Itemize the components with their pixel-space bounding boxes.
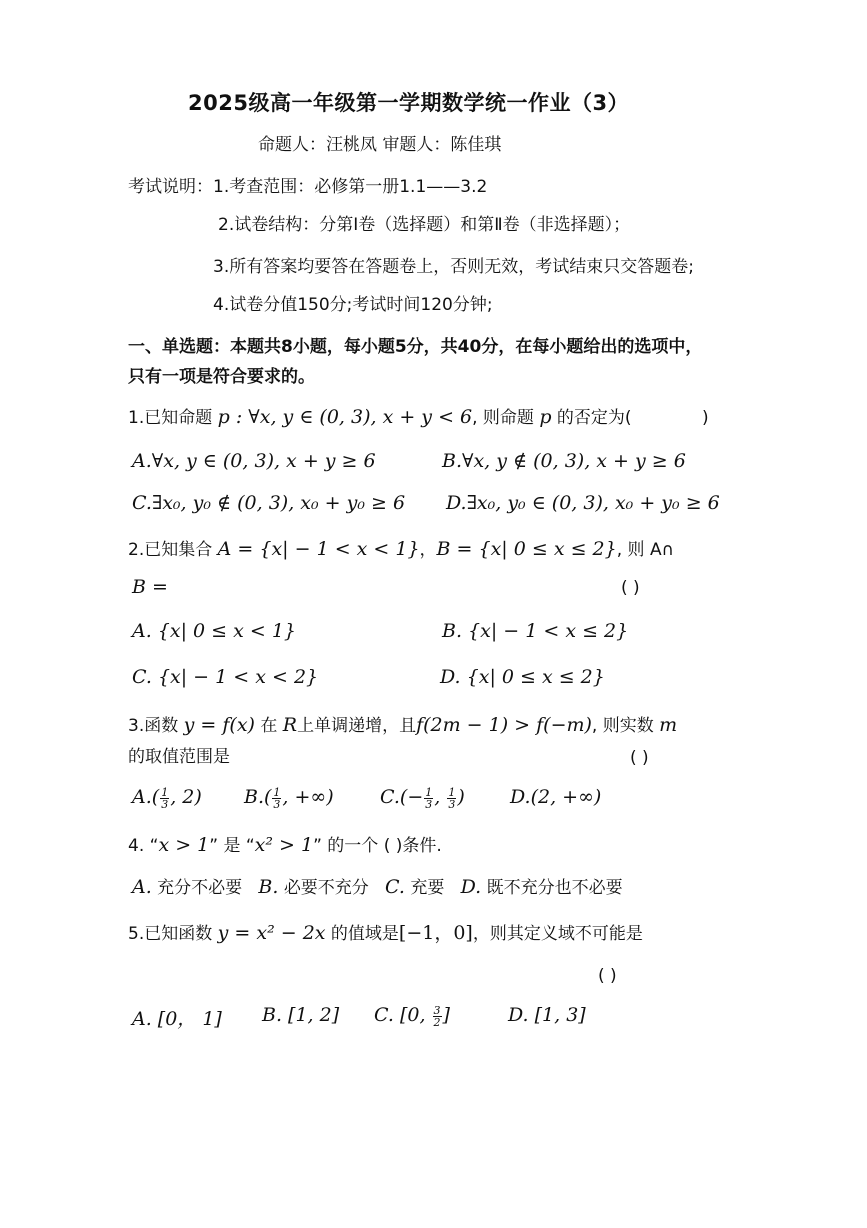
q3-r: R (282, 714, 298, 736)
q5-range: [−1，0] (398, 922, 473, 944)
q3-option-c: C.(− $\frac{1}{3}$ , $\frac{1}{3}$ ) (380, 785, 465, 811)
q2-suffix: , 则 A∩ (616, 540, 675, 560)
q5-option-b: B. [1, 2] (262, 1004, 340, 1026)
q1-p: p (539, 406, 552, 428)
instruction-item: 1.考查范围：必修第一册1.1——3.2 (213, 177, 488, 197)
q2-set-b: B = {x| 0 ≤ x ≤ 2} (436, 538, 617, 560)
q5-mid: 的值域是 (330, 924, 399, 944)
q4-option-c: 充要 (410, 878, 445, 898)
question-5-stem (128, 922, 643, 945)
q2-option-a: A. {x| 0 ≤ x < 1} (132, 620, 297, 642)
q3-mid2: 上单调递增，且 (297, 716, 417, 736)
q5-option-c: C. [0, $\frac{3}{2}$ ] (374, 1003, 450, 1029)
q5-option-d: D. [1, 3] (508, 1004, 586, 1026)
q5-option-a: A. [0， 1] (132, 1008, 222, 1030)
instructions-label: 考试说明： (128, 177, 213, 197)
q4-condition-2: x² > 1 (254, 834, 314, 856)
instruction-item: 3.所有答案均要答在答题卷上，否则无效，考试结束只交答题卷; (213, 257, 694, 277)
question-2-stem (128, 538, 674, 561)
q2-option-b: B. {x| − 1 < x ≤ 2} (442, 620, 629, 642)
q3-inequality: f(2m − 1) > f(−m) (416, 714, 592, 736)
q5-func: y = x² − 2x (217, 922, 326, 944)
q1-answer-paren-close: ) (702, 408, 709, 428)
q4-option-b: 必要不充分 (283, 878, 369, 898)
section-heading-line-1: 一、单选题：本题共8小题，每小题5分，共40分，在每小题给出的选项中， (128, 337, 703, 357)
q4-option-d: 既不充分也不必要 (486, 878, 623, 898)
q4-prefix: 4. “ (128, 836, 159, 856)
q5-answer-paren: ( ) (598, 966, 617, 986)
q3-mid3: , 则实数 (591, 716, 654, 736)
q4-mid: ” 是 “ (209, 836, 255, 856)
instructions-line-1 (128, 176, 487, 198)
q5-suffix: ，则其定义域不可能是 (472, 924, 643, 944)
q2-b-equals: B = (132, 576, 168, 598)
q4-options (132, 876, 623, 899)
instruction-item: 4.试卷分值150分;考试时间120分钟; (213, 295, 493, 315)
q1-proposition: p : ∀x, y ∈ (0, 3), x + y < 6 (217, 406, 473, 428)
author-info: 命题人：汪桃凤 审题人：陈佳琪 (258, 135, 502, 155)
q4-option-d-letter: D. (460, 876, 482, 898)
q4-option-a-letter: A. (132, 876, 152, 898)
q2-answer-paren: ( ) (621, 578, 640, 598)
fraction: $\frac{1}{3}$ (273, 785, 281, 811)
fraction: $\frac{1}{3}$ (425, 785, 433, 811)
q1-option-c: C.∃x₀, y₀ ∉ (0, 3), x₀ + y₀ ≥ 6 (132, 492, 406, 514)
q4-option-a: 充分不必要 (157, 878, 243, 898)
q2-line-2 (132, 576, 168, 599)
q1-option-a: A.∀x, y ∈ (0, 3), x + y ≥ 6 (132, 450, 376, 472)
q1-prefix: 1.已知命题 (128, 408, 213, 428)
q3-prefix: 3.函数 (128, 716, 179, 736)
fraction: $\frac{1}{3}$ (161, 785, 169, 811)
page-title: 2025级高一年级第一学期数学统一作业（3） (188, 91, 630, 115)
q4-suffix: ” 的一个 ( )条件. (313, 836, 442, 856)
q2-comma: ， (419, 540, 437, 560)
q3-option-b: B.( $\frac{1}{3}$ , +∞) (244, 785, 334, 811)
q3-option-a: A.( $\frac{1}{3}$ , 2) (132, 785, 202, 811)
question-3-stem (128, 714, 677, 737)
q3-mid1: 在 (260, 716, 278, 736)
q3-option-d: D.(2, +∞) (510, 786, 602, 808)
fraction: $\frac{3}{2}$ (433, 1003, 441, 1029)
q1-mid: , 则命题 (472, 408, 534, 428)
q2-option-c: C. {x| − 1 < x < 2} (132, 666, 319, 688)
q4-condition-1: x > 1 (158, 834, 210, 856)
q1-option-b: B.∀x, y ∉ (0, 3), x + y ≥ 6 (442, 450, 686, 472)
q3-func: y = f(x) (183, 714, 255, 736)
q1-suffix: 的否定为( (556, 408, 632, 428)
q3-line-2: 的取值范围是 (128, 747, 230, 767)
q2-prefix: 2.已知集合 (128, 540, 213, 560)
q4-option-c-letter: C. (385, 876, 405, 898)
q2-option-d: D. {x| 0 ≤ x ≤ 2} (440, 666, 605, 688)
q2-set-a: A = {x| − 1 < x < 1} (217, 538, 420, 560)
fraction: $\frac{1}{3}$ (448, 785, 456, 811)
q3-answer-paren: ( ) (630, 748, 649, 768)
instruction-item: 2.试卷结构：分第Ⅰ卷（选择题）和第Ⅱ卷（非选择题）； (218, 215, 631, 235)
q3-m: m (659, 714, 678, 736)
q5-prefix: 5.已知函数 (128, 924, 213, 944)
question-4-stem (128, 834, 442, 857)
question-1-stem (128, 406, 632, 429)
q4-option-b-letter: B. (258, 876, 279, 898)
section-heading-line-2: 只有一项是符合要求的。 (128, 367, 315, 387)
q1-option-d: D.∃x₀, y₀ ∈ (0, 3), x₀ + y₀ ≥ 6 (446, 492, 720, 514)
